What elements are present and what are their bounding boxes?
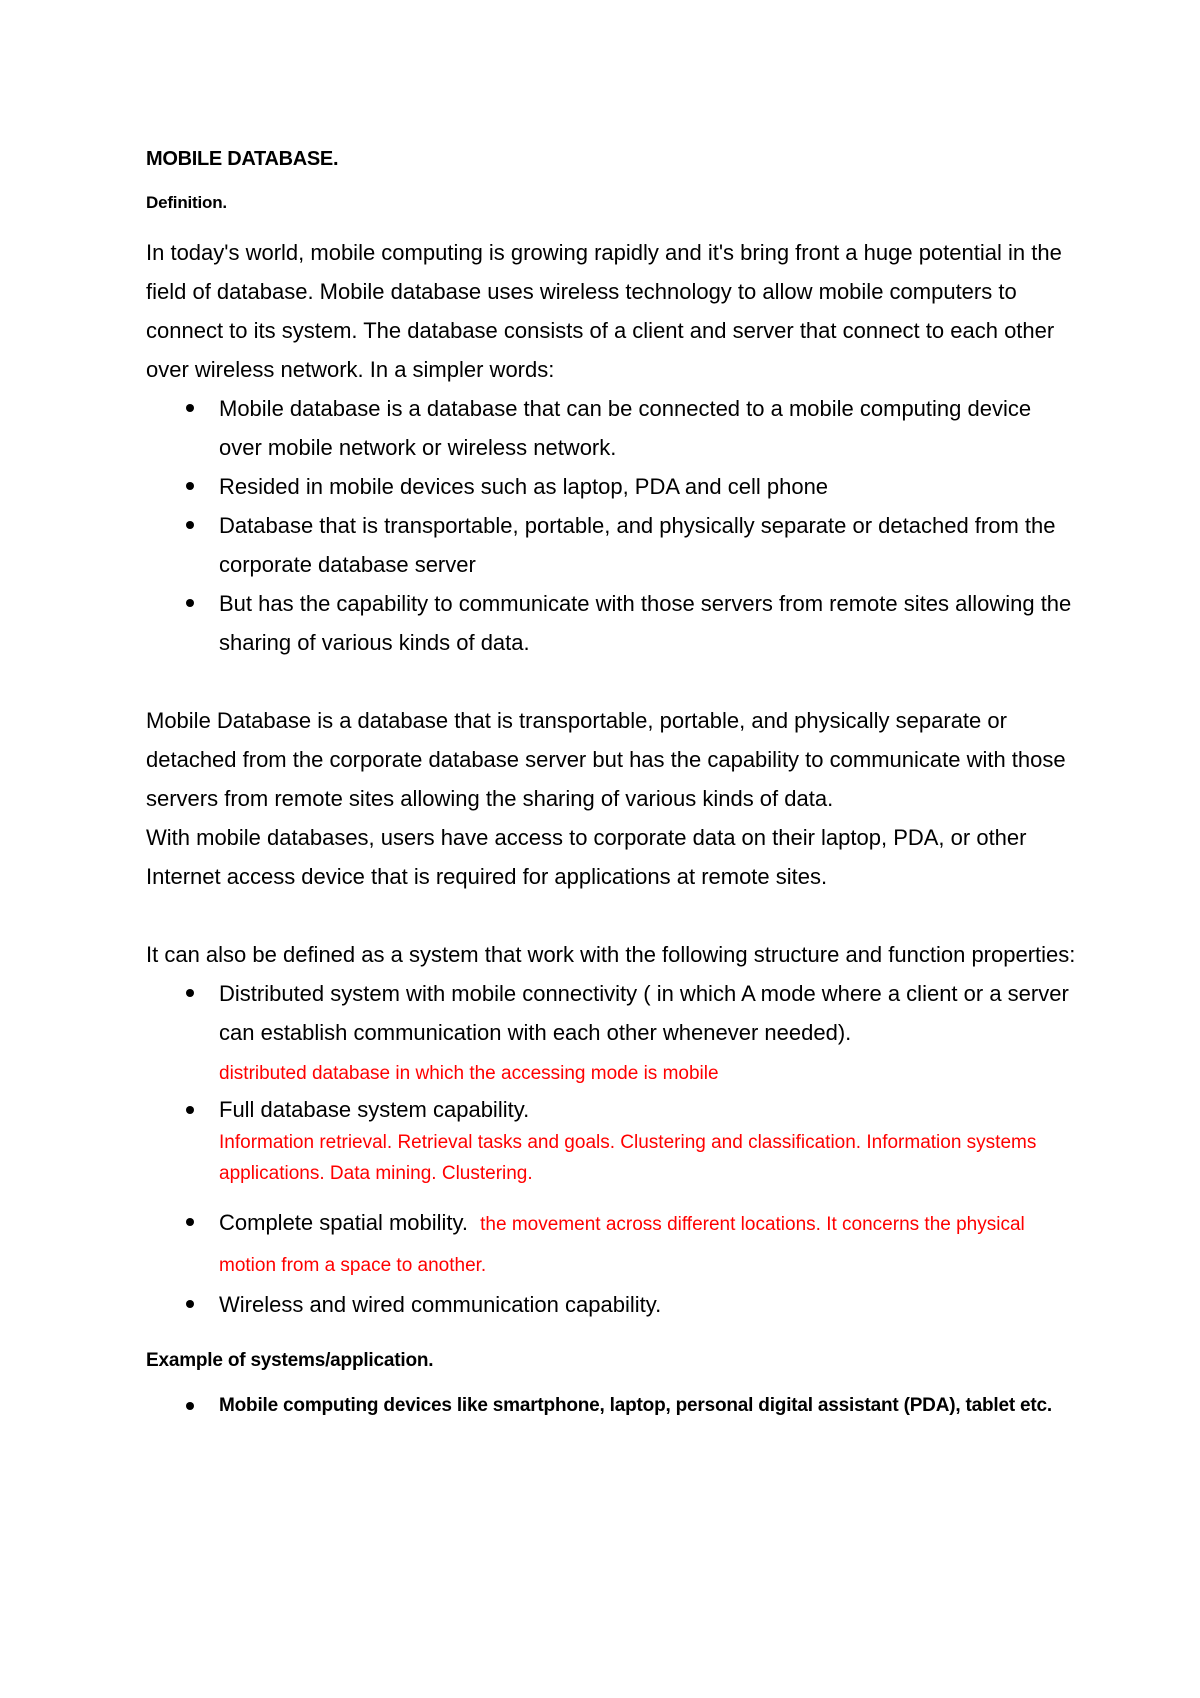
list-item — [146, 1285, 1076, 1324]
spacer — [146, 896, 1076, 935]
bullet-icon — [186, 989, 194, 997]
list-item-text: Distributed system with mobile connectivity ( in which A mode where a client or a server can establish communication with each other whenever needed). — [219, 981, 1069, 1045]
list-item — [146, 467, 1076, 506]
list-item — [146, 584, 1076, 662]
section-heading-examples: Example of systems/application. — [146, 1350, 434, 1371]
intro-paragraph: In today's world, mobile computing is growing rapidly and it's bring front a huge potential in the field of database. Mobile database uses wireless technology to allow mobile computers to connect to its system. The database consists of a client and server that connect to each other over wireless network. In a simpler words: — [146, 240, 1062, 382]
list-item — [146, 1093, 1076, 1189]
list-item-text: Mobile database is a database that can be connected to a mobile computing device over mobile network or wireless network. — [219, 396, 1032, 460]
examples-bullet-list — [146, 1390, 1076, 1422]
list-item — [146, 1390, 1076, 1422]
bullet-icon — [186, 599, 194, 607]
annotation-note: Information retrieval. Retrieval tasks and goals. Clustering and classification. Information systems applications. Data mining. Clustering. — [219, 1132, 1037, 1184]
definition-bullet-list — [146, 389, 1076, 662]
list-item-text: Mobile computing devices like smartphone, laptop, personal digital assistant (PDA), tablet etc. — [219, 1395, 1052, 1416]
list-item-text: Complete spatial mobility. — [219, 1210, 469, 1235]
document-title: MOBILE DATABASE. — [146, 148, 339, 170]
bullet-icon — [186, 1402, 194, 1410]
list-item — [146, 1203, 1076, 1285]
spacer — [146, 662, 1076, 701]
list-item — [146, 389, 1076, 467]
annotation-note: distributed database in which the accessing mode is mobile — [219, 1063, 719, 1084]
properties-bullet-list — [146, 974, 1076, 1324]
bullet-icon — [186, 404, 194, 412]
paragraph-properties: It can also be defined as a system that work with the following structure and function properties: — [146, 942, 1076, 967]
list-item-text: Database that is transportable, portable, and physically separate or detached from the corporate database server — [219, 513, 1056, 577]
list-item-text: Full database system capability. — [219, 1097, 530, 1122]
bullet-icon — [186, 521, 194, 529]
list-item-text: Wireless and wired communication capability. — [219, 1292, 662, 1317]
list-item-text: But has the capability to communicate with those servers from remote sites allowing the sharing of various kinds of data. — [219, 591, 1072, 655]
section-heading-definition: Definition. — [146, 193, 227, 212]
bullet-icon — [186, 1300, 194, 1308]
list-item — [146, 506, 1076, 584]
document-body — [146, 148, 1076, 1422]
bullet-icon — [186, 1218, 194, 1226]
paragraph-access: With mobile databases, users have access to corporate data on their laptop, PDA, or other Internet access device that is required for applications at remote sites. — [146, 825, 1027, 889]
bullet-icon — [186, 482, 194, 490]
bullet-icon — [186, 1106, 194, 1114]
annotation-note: the movement across different locations. It concerns the physical motion from a space to another. — [219, 1214, 1025, 1276]
list-item-text: Resided in mobile devices such as laptop, PDA and cell phone — [219, 474, 829, 499]
paragraph-mobile-database: Mobile Database is a database that is transportable, portable, and physically separate or detached from the corporate database server but has the capability to communicate with those servers from remote sites allowing the sharing of various kinds of data. — [146, 708, 1066, 811]
list-item — [146, 974, 1076, 1093]
